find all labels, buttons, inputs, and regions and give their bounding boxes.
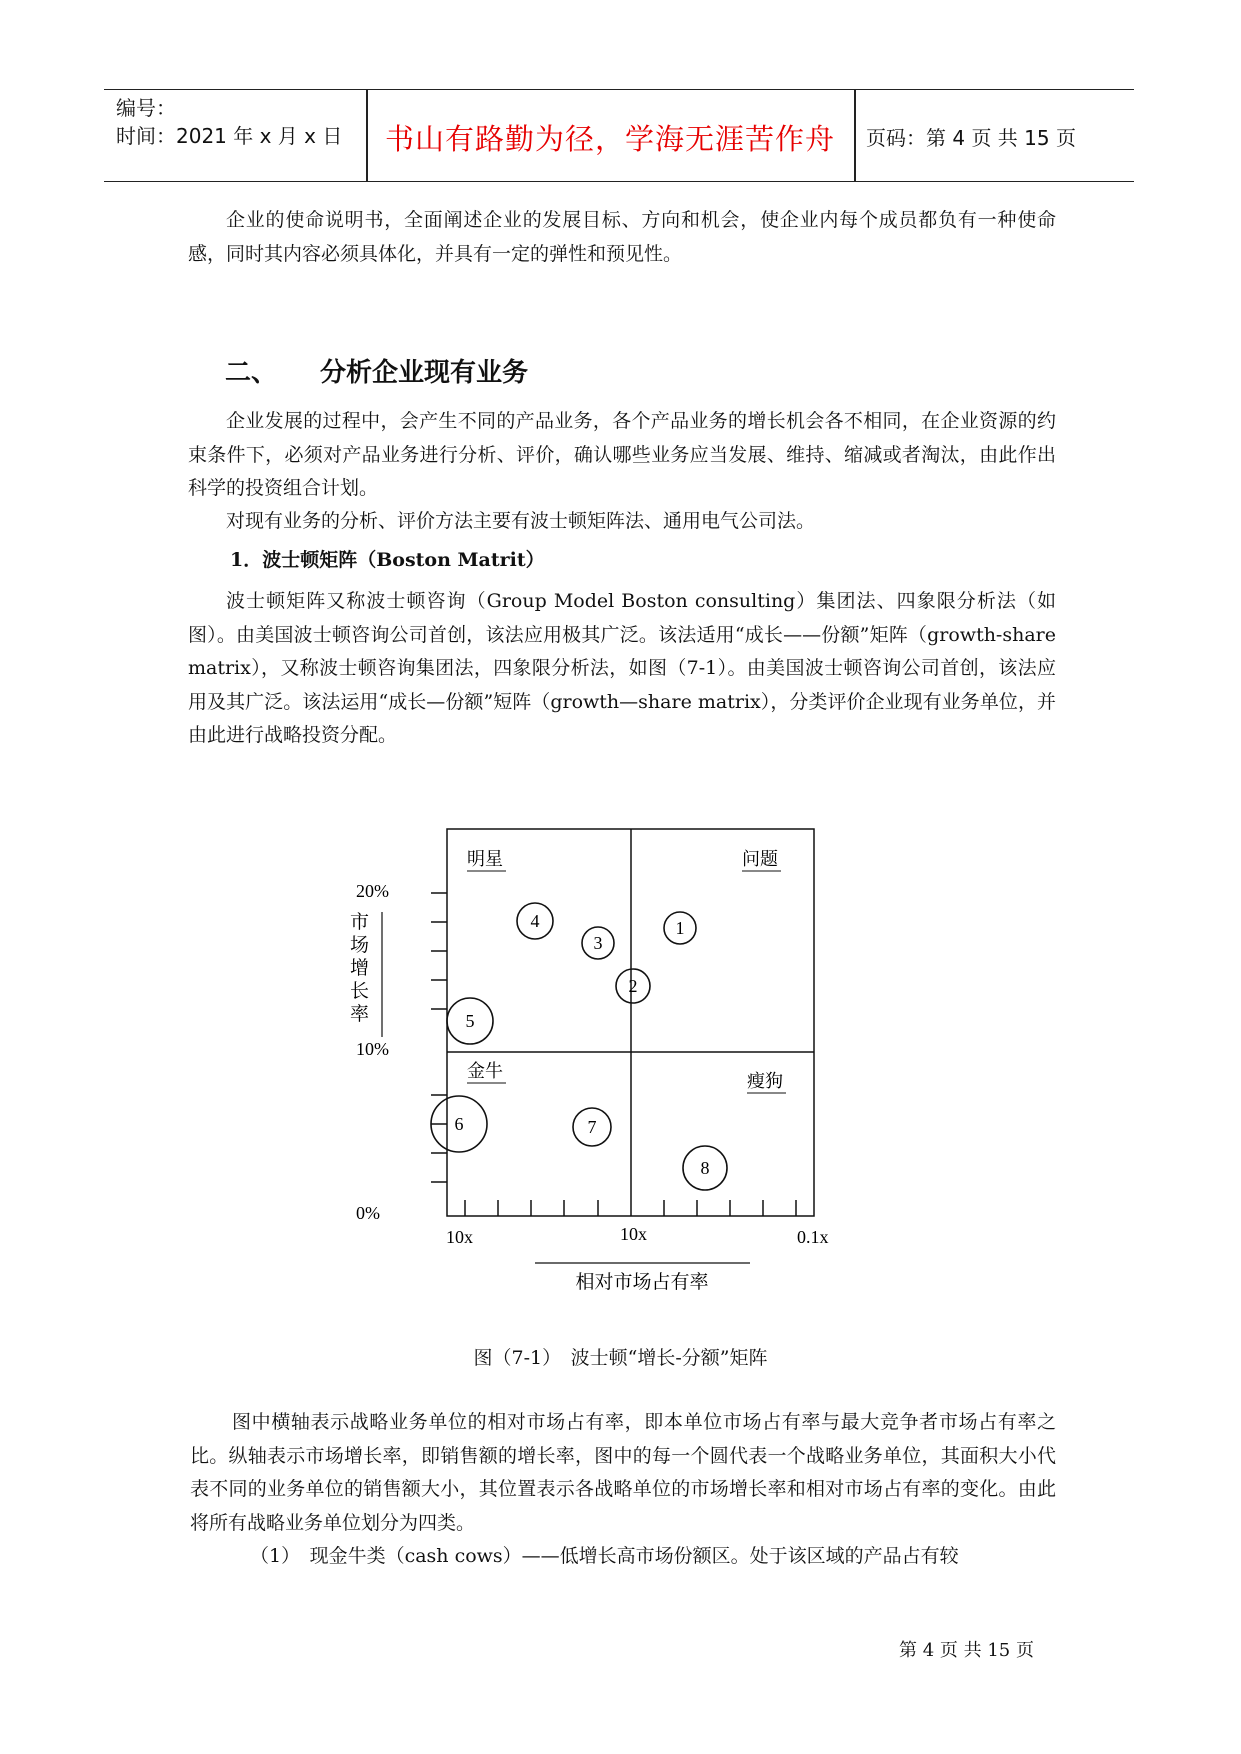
quadrant-label-dog: 瘦狗 bbox=[747, 1071, 783, 1091]
quadrant-label-question: 问题 bbox=[742, 849, 778, 869]
header-meta bbox=[116, 94, 342, 150]
x-tick-label-left: 10x bbox=[446, 1227, 473, 1247]
body-paragraph: 对现有业务的分析、评价方法主要有波士顿矩阵法、通用电气公司法。 bbox=[226, 510, 816, 532]
header-time-label: 时间：2021 年 x 月 x 日 bbox=[116, 124, 343, 148]
y-axis-label: 市场增长率 bbox=[350, 911, 370, 1025]
unit-label: 1 bbox=[675, 918, 685, 938]
x-tick-label-right: 0.1x bbox=[797, 1227, 829, 1247]
header-divider bbox=[854, 90, 856, 181]
unit-label: 3 bbox=[593, 933, 603, 953]
section-number: 二、 bbox=[225, 358, 278, 388]
boston-matrix-figure bbox=[330, 815, 890, 1299]
quadrant-label-cow: 金牛 bbox=[467, 1061, 503, 1081]
header-page-label: 页码：第 4 页 共 15 页 bbox=[866, 126, 1076, 150]
x-axis-label: 相对市场占有率 bbox=[575, 1271, 709, 1293]
unit-label: 7 bbox=[587, 1117, 597, 1137]
section-title: 分析企业现有业务 bbox=[320, 358, 529, 388]
body-paragraph: 波士顿矩阵又称波士顿咨询（Group Model Boston consulting）集团法、四象限分析法（如图）。由美国波士顿咨询公司首创，该法应用极其广泛。该法适用“成长——份额”矩阵（growth-share matrix），又称波士顿咨询集团法，四象限分析法，如图（7-1）。由美国波士顿咨询公司首创，该法应用及其广泛。该法运用“成长—份额”短阵（growth—share matrix），分类评价企业现有业务单位，并由此进行战略投资分配。 bbox=[188, 590, 1056, 746]
y-tick-label-mid: 10% bbox=[356, 1039, 389, 1059]
body-paragraph: （1） 现金牛类（cash cows）——低增长高市场份额区。处于该区域的产品占有较 bbox=[250, 1545, 959, 1567]
y-axis-ticks bbox=[431, 893, 447, 1182]
boston-matrix-svg bbox=[330, 815, 890, 1295]
section-heading bbox=[225, 352, 528, 389]
body-paragraph: 图中横轴表示战略业务单位的相对市场占有率，即本单位市场占有率与最大竞争者市场占有率之比。纵轴表示市场增长率，即销售额的增长率，图中的每一个圆代表一个战略业务单位，其面积大小代表不同的业务单位的销售额大小，其位置表示各战略单位的市场增长率和相对市场占有率的变化。由此将所有战略业务单位划分为四类。 bbox=[190, 1411, 1056, 1534]
unit-label: 8 bbox=[700, 1158, 710, 1178]
business-units bbox=[431, 903, 727, 1190]
y-tick-label-top: 20% bbox=[356, 881, 389, 901]
subheading: 1．波士顿矩阵（Boston Matrit） bbox=[230, 549, 545, 571]
unit-label: 2 bbox=[628, 976, 638, 996]
y-tick-label-bottom: 0% bbox=[356, 1203, 380, 1223]
intro-paragraph: 企业的使命说明书，全面阐述企业的发展目标、方向和机会，使企业内每个成员都负有一种使命感，同时其内容必须具体化，并具有一定的弹性和预见性。 bbox=[188, 209, 1056, 265]
unit-label: 5 bbox=[465, 1011, 475, 1031]
x-tick-label-mid: 10x bbox=[620, 1224, 647, 1244]
body-paragraph: 企业发展的过程中，会产生不同的产品业务，各个产品业务的增长机会各不相同，在企业资源的约束条件下，必须对产品业务进行分析、评价，确认哪些业务应当发展、维持、缩减或者淘汰，由此作出科学的投资组合计划。 bbox=[188, 410, 1056, 499]
quadrant-label-star: 明星 bbox=[467, 849, 503, 869]
page-header bbox=[104, 89, 1134, 182]
unit-label: 6 bbox=[454, 1114, 464, 1134]
header-number-label: 编号： bbox=[116, 96, 176, 120]
header-motto: 书山有路勤为径，学海无涯苦作舟 bbox=[384, 122, 835, 156]
unit-label: 4 bbox=[530, 911, 540, 931]
page-footer: 第 4 页 共 15 页 bbox=[899, 1640, 1034, 1661]
figure-caption: 图（7-1） 波士顿“增长-分额”矩阵 bbox=[473, 1347, 768, 1369]
